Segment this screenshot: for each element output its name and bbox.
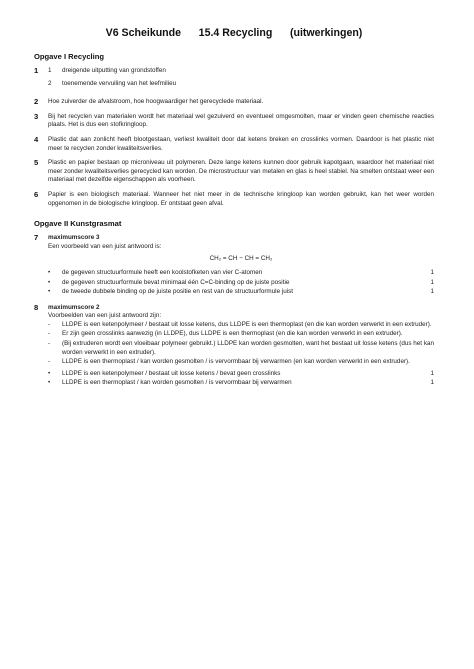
criterion-score: 1 [430, 288, 434, 296]
criterion-text: de tweede dubbele binding op de juiste positie en rest van de structuurformule juist [62, 288, 294, 296]
sub-answer-text: toenemende vervuiling van het leefmilieu [62, 79, 177, 87]
question-answer [48, 234, 434, 298]
bullet-icon: • [48, 288, 51, 296]
question-8 [34, 304, 434, 389]
scoring-criterion [48, 379, 434, 388]
criterion-text: de gegeven structuurformule bevat minimaal één C=C-binding op de juiste positie [62, 278, 290, 286]
question-number: 7 [34, 233, 39, 243]
criterion-text: de gegeven structuurformule heeft een koolstofketen van vier C-atomen [62, 268, 263, 276]
scoring-criterion [48, 288, 434, 297]
criterion-text: LLDPE is een ketenpolymeer / bestaat uit losse ketens / bevat geen crosslinks [62, 369, 281, 377]
structural-formula: CH₂ = CH − CH = CH₂ [209, 255, 273, 263]
question-answer [48, 67, 434, 92]
question-4 [34, 136, 434, 153]
bullet-icon: • [48, 369, 51, 377]
answer-intro: Voorbeelden van een juist antwoord zijn: [48, 312, 162, 320]
question-number: 5 [34, 158, 39, 168]
question-1 [34, 67, 434, 92]
section-title-kunstgrasmat: Opgave II Kunstgrasmat [34, 219, 122, 229]
sub-answer-number: 1 [48, 67, 52, 74]
question-answer: Hoe zuiverder de afvalstroom, hoe hoogwaardiger het gerecyclede materiaal. [48, 98, 264, 106]
question-answer [48, 304, 434, 389]
example-answer-text: Er zijn geen crosslinks aanwezig (in LLDPE), dus LLDPE is een thermoplast (en die kan worden verwerkt in een extruder). [62, 330, 403, 338]
bullet-icon: • [48, 278, 51, 286]
question-answer: Papier is een biologisch materiaal. Wanneer het niet meer in de technische kringloop kan worden gebruikt, kan het weer worden opgenomen in de biologische kringloop. Er ontstaat geen afval. [48, 190, 434, 207]
max-score-heading: maximumscore 3 [48, 234, 100, 242]
dash-icon: - [48, 330, 51, 338]
page-title: V6 Scheikunde 15.4 Recycling (uitwerkingen) [105, 27, 363, 39]
question-2 [34, 98, 434, 107]
question-7 [34, 234, 434, 298]
criterion-text: LLDPE is een thermoplast / kan worden gesmolten / is vervormbaar bij verwarmen [62, 379, 292, 387]
question-answer: Plastic en papier bestaan op microniveau uit polymeren. Deze lange ketens kunnen door gebruik kapotgaan, waardoor het materiaal niet meer zonder kwaliteitsverlies gerecycled kan worden. De microstructuur van metalen en glas is heel stabiel. Na smelten ontstaat weer een materiaal met dezelfde eigenschappen als voorheen. [48, 159, 434, 184]
dash-icon: - [48, 358, 51, 366]
criterion-score: 1 [430, 379, 434, 387]
question-answer: Bij het recyclen van materialen wordt het materiaal wel gezuiverd en eventueel omgesmolten, maar er vinden geen chemische reacties plaats. Het is dus een stofkringloop. [48, 112, 434, 129]
question-number: 3 [34, 111, 39, 121]
sub-answer [48, 80, 434, 89]
example-answer [48, 321, 434, 330]
question-number: 8 [34, 302, 39, 312]
answer-intro: Een voorbeeld van een juist antwoord is: [48, 242, 162, 250]
bullet-icon: • [48, 268, 51, 276]
example-answer [48, 340, 434, 357]
sub-answer-number: 2 [48, 79, 52, 87]
example-answer-text: (Bij extruderen wordt een vloeibaar polymeer gebruikt.) LLDPE kan worden gesmolten, want het bestaat uit losse ketens (dus het kan worden verwerkt in een extruder). [62, 340, 434, 356]
question-number: 2 [34, 97, 39, 107]
question-number: 1 [34, 66, 39, 75]
example-answer [48, 358, 434, 367]
example-answer-text: LLDPE is een thermoplast / kan worden gesmolten / is vervormbaar bij verwarmen (en kan worden verwerkt in een extruder). [62, 358, 410, 366]
criterion-score: 1 [430, 278, 434, 286]
sub-answer [48, 67, 434, 76]
question-3 [34, 113, 434, 130]
question-6 [34, 191, 434, 208]
sub-answer-text: dreigende uitputting van grondstoffen [62, 67, 166, 74]
question-answer: Plastic dat aan zonlicht heeft blootgestaan, verliest kwaliteit door dat ketens breken en crosslinks vormen. Daardoor is het plastic niet meer te recyclen zonder kwaliteitsverlies. [48, 135, 434, 152]
scoring-criterion [48, 279, 434, 288]
bullet-icon: • [48, 379, 51, 387]
scoring-criterion [48, 370, 434, 379]
example-answer [48, 330, 434, 339]
section-title-recycling: Opgave I Recycling [34, 52, 105, 61]
dash-icon: - [48, 320, 51, 328]
criterion-score: 1 [430, 268, 434, 276]
example-answer-text: LLDPE is een ketenpolymeer / bestaat uit losse ketens, dus LLDPE is een thermoplast (en die kan worden verwerkt in een extruder). [62, 320, 432, 328]
dash-icon: - [48, 340, 51, 348]
question-number: 4 [34, 134, 39, 144]
scoring-criterion [48, 269, 434, 278]
criterion-score: 1 [430, 369, 434, 377]
question-5 [34, 159, 434, 185]
max-score-heading: maximumscore 2 [48, 303, 100, 311]
question-number: 6 [34, 189, 39, 199]
